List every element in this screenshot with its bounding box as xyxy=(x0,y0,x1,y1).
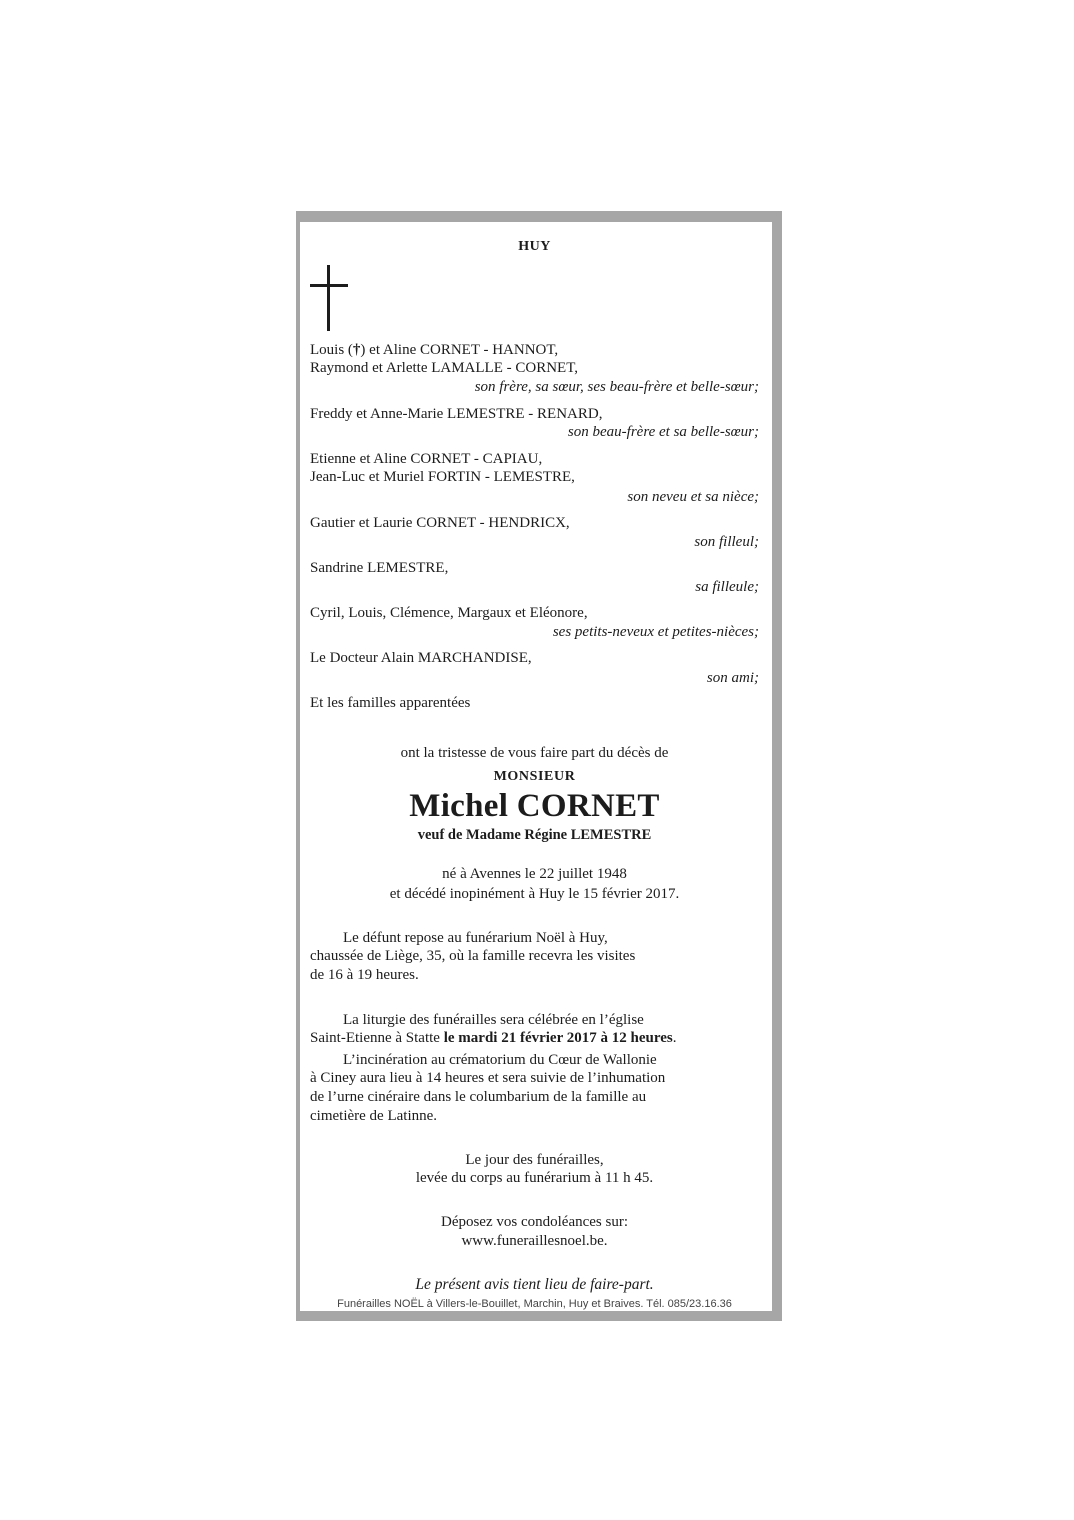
closing-line: Le présent avis tient lieu de faire-part. xyxy=(415,1276,654,1293)
relation-label: son filleul; xyxy=(694,534,759,550)
relation-label: ses petits-neveux et petites-nièces; xyxy=(552,624,759,640)
funeral-date: le mardi 21 février 2017 à 12 heures xyxy=(443,1030,673,1046)
liturgy-text: . xyxy=(672,1030,677,1046)
family-line: Gautier et Laurie CORNET - HENDRICX, xyxy=(310,515,570,531)
family-line: Sandrine LEMESTRE, xyxy=(310,560,449,576)
relation-label: sa filleule; xyxy=(695,579,759,595)
relation-label: son neveu et sa nièce; xyxy=(627,489,759,505)
birth-line: né à Avennes le 22 juillet 1948 xyxy=(442,866,627,882)
notice-content xyxy=(310,222,759,1311)
obituary-notice xyxy=(296,211,782,1321)
family-line: Jean-Luc et Muriel FORTIN - LEMESTRE, xyxy=(310,469,575,485)
funeral-home-footer: Funérailles NOËL à Villers-le-Bouillet, Marchin, Huy et Braives. Tél. 085/23.16.36 xyxy=(337,1298,732,1310)
location-heading: HUY xyxy=(518,239,551,254)
liturgy-line: L’incinération au crématorium du Cœur de Wallonie xyxy=(343,1052,657,1068)
cross-icon xyxy=(310,265,350,331)
deceased-cross-icon: † xyxy=(352,342,361,358)
condolences-url: www.funeraillesnoel.be. xyxy=(461,1233,608,1249)
liturgy-line: cimetière de Latinne. xyxy=(310,1108,438,1124)
deceased-name: Michel CORNET xyxy=(409,788,660,824)
rest-line: Le défunt repose au funérarium Noël à Huy, xyxy=(343,930,608,946)
condolences-line: Déposez vos condoléances sur: xyxy=(440,1214,629,1230)
family-line: Raymond et Arlette LAMALLE - CORNET, xyxy=(310,360,579,376)
family-text: ) et Aline CORNET - HANNOT, xyxy=(360,342,559,358)
family-text: Louis ( xyxy=(310,342,353,358)
funeral-day-line: Le jour des funérailles, xyxy=(465,1152,604,1168)
death-line: et décédé inopinément à Huy le 15 février 2017. xyxy=(389,886,680,902)
liturgy-line: à Ciney aura lieu à 14 heures et sera suivie de l’inhumation xyxy=(310,1070,666,1086)
family-line: Le Docteur Alain MARCHANDISE, xyxy=(310,650,532,666)
rest-line: de 16 à 19 heures. xyxy=(310,967,419,983)
announcement: ont la tristesse de vous faire part du décès de xyxy=(400,745,669,761)
deceased-title: MONSIEUR xyxy=(493,769,576,784)
family-line xyxy=(310,341,759,359)
relation-label: son ami; xyxy=(706,670,759,686)
funeral-day-line: levée du corps au funérarium à 11 h 45. xyxy=(415,1170,654,1186)
liturgy-line: La liturgie des funérailles sera célébrée en l’église xyxy=(343,1012,644,1028)
liturgy-text: Saint-Etienne à Statte xyxy=(310,1030,444,1046)
relation-label: son beau-frère et sa belle-sœur; xyxy=(567,424,759,440)
widower-line: veuf de Madame Régine LEMESTRE xyxy=(417,827,652,843)
family-line: Freddy et Anne-Marie LEMESTRE - RENARD, xyxy=(310,406,603,422)
family-line: Et les familles apparentées xyxy=(310,695,471,711)
family-line: Cyril, Louis, Clémence, Margaux et Eléonore, xyxy=(310,605,588,621)
rest-line: chaussée de Liège, 35, où la famille recevra les visites xyxy=(310,948,636,964)
liturgy-line: de l’urne cinéraire dans le columbarium de la famille au xyxy=(310,1089,647,1105)
liturgy-line xyxy=(310,1029,759,1047)
relation-label: son frère, sa sœur, ses beau-frère et belle-sœur; xyxy=(474,379,759,395)
family-line: Etienne et Aline CORNET - CAPIAU, xyxy=(310,451,543,467)
